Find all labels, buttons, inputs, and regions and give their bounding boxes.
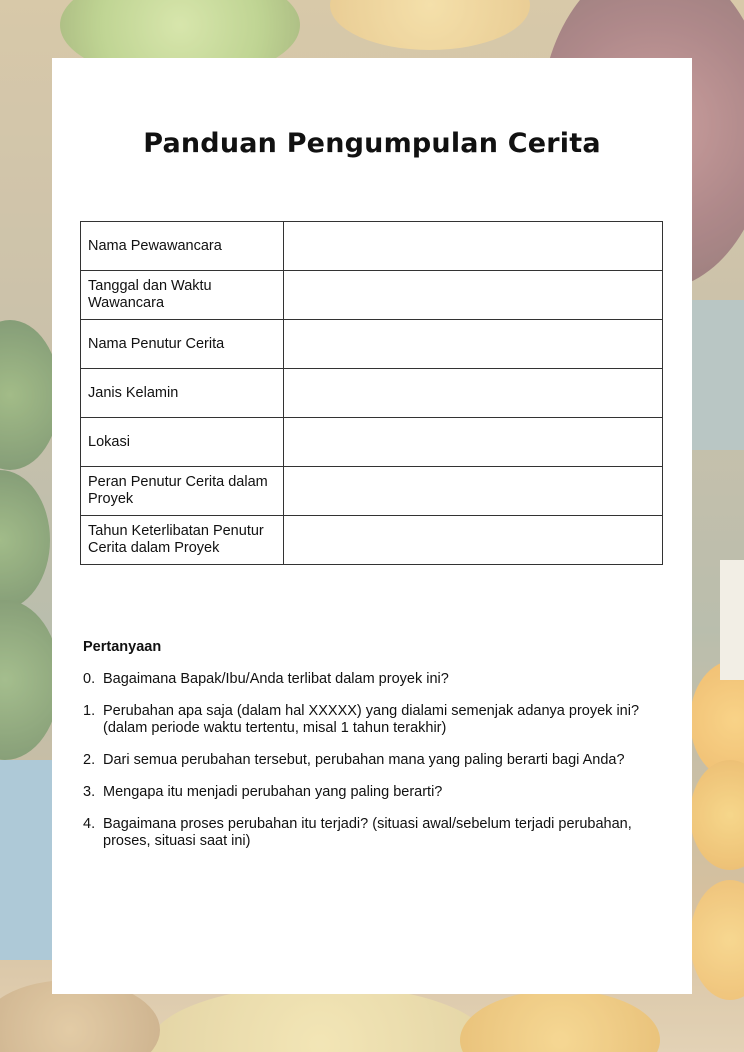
field-label-location: Lokasi [81,418,284,467]
question-number: 3. [83,784,96,800]
table-row [81,222,663,271]
question-number: 2. [83,752,96,768]
field-label-interview-date-time: Tanggal dan Waktu Wawancara [81,271,284,320]
table-row [81,320,663,369]
field-value-storyteller-name[interactable] [284,320,663,369]
question-item [83,752,683,769]
table-row [81,369,663,418]
interview-info-table [80,221,663,565]
question-item [83,816,683,850]
field-label-involvement-year: Tahun Keterlibatan Penutur Cerita dalam Proyek [81,516,284,565]
field-value-involvement-year[interactable] [284,516,663,565]
question-number: 1. [83,703,96,719]
field-label-storyteller-role: Peran Penutur Cerita dalam Proyek [81,467,284,516]
table-row [81,467,663,516]
field-value-gender[interactable] [284,369,663,418]
question-text: Perubahan apa saja (dalam hal XXXXX) yang dialami semenjak adanya proyek ini? (dalam periode waktu tertentu, misal 1 tahun terakhir) [103,703,640,736]
field-value-storyteller-role[interactable] [284,467,663,516]
table-row [81,271,663,320]
field-value-location[interactable] [284,418,663,467]
field-label-storyteller-name: Nama Penutur Cerita [81,320,284,369]
question-item [83,671,683,688]
page-title: Panduan Pengumpulan Cerita [143,128,601,159]
question-item [83,703,683,737]
field-label-gender: Janis Kelamin [81,369,284,418]
question-text: Mengapa itu menjadi perubahan yang paling berarti? [103,784,443,800]
question-number: 4. [83,816,96,832]
questions-section [83,638,683,865]
question-text: Bagaimana Bapak/Ibu/Anda terlibat dalam proyek ini? [103,671,449,687]
question-text: Dari semua perubahan tersebut, perubahan mana yang paling berarti bagi Anda? [103,752,625,768]
field-value-interviewer-name[interactable] [284,222,663,271]
table-row [81,516,663,565]
field-value-interview-date-time[interactable] [284,271,663,320]
question-number: 0. [83,671,96,687]
question-text: Bagaimana proses perubahan itu terjadi? (situasi awal/sebelum terjadi perubahan, proses, situasi saat ini) [103,816,632,849]
question-item [83,784,683,801]
table-row [81,418,663,467]
field-label-interviewer-name: Nama Pewawancara [81,222,284,271]
questions-heading: Pertanyaan [83,639,162,655]
